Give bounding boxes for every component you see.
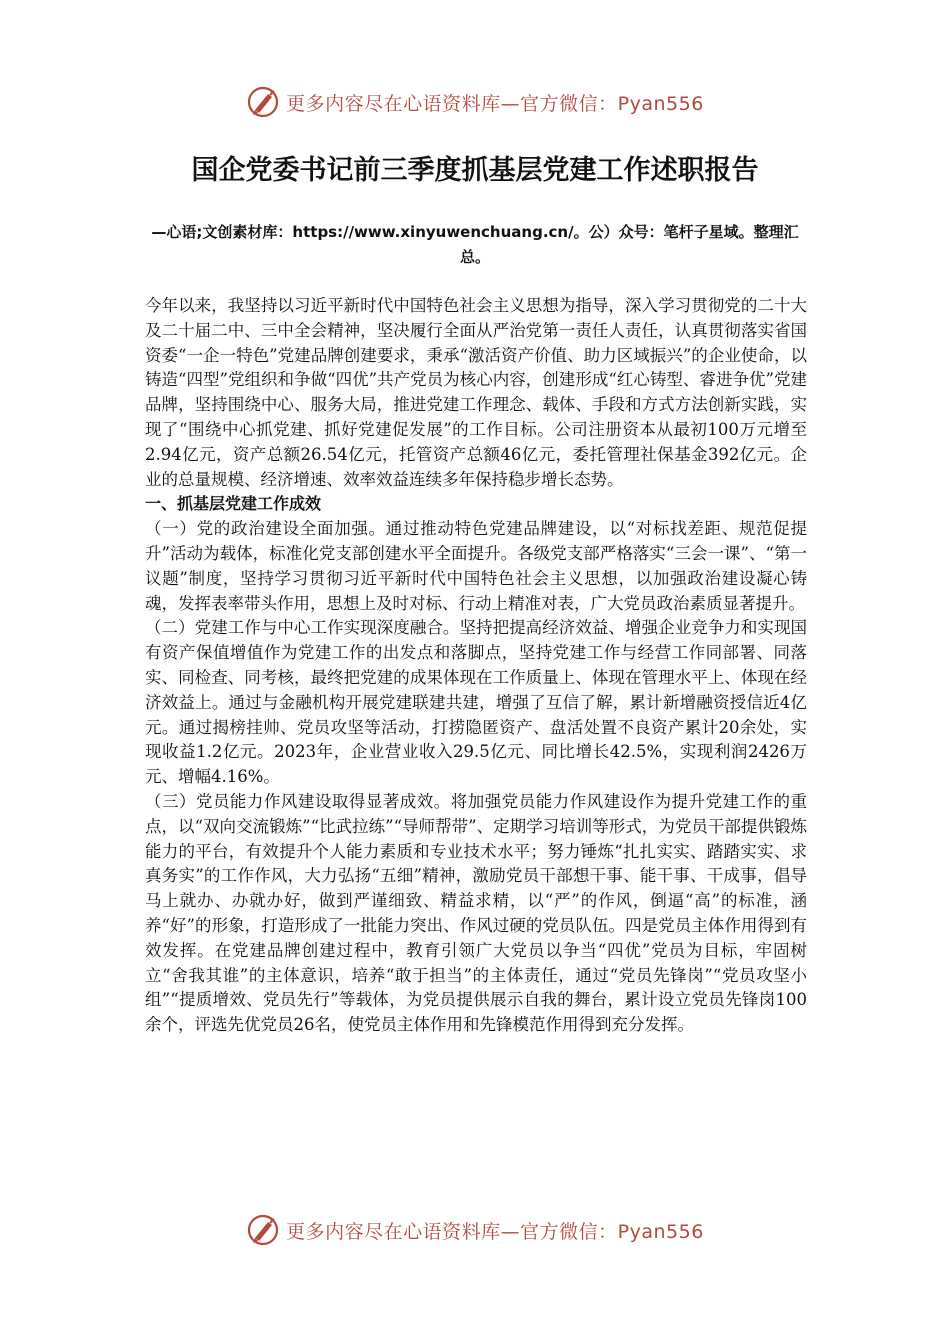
section-heading: 一、抓基层党建工作成效 — [145, 494, 322, 514]
paragraph-integration: （二）党建工作与中心工作实现深度融合。坚持把提高经济效益、增强企业竞争力和实现国有资产保值增值作为党建工作的出发点和落脚点，坚持党建工作与经营工作同部署、同落实、同检查、同考核，最终把党建的成果体现在工作质量上、体现在管理水平上、体现在经济效益上。通过与金融机构开展党建联建共建，增强了互信了解，累计新增融资授信近4亿元。通过揭榜挂帅、党员攻坚等活动，打捞隐匿资产、盘活处置不良资产累计20余处，实现收益1.2亿元。2023年，企业营业收入29.5亿元、同比增长42.5%，实现利润2426万元、增幅4.16%。 — [145, 618, 807, 787]
intro-paragraph: 今年以来，我坚持以习近平新时代中国特色社会主义思想为指导，深入学习贯彻党的二十大及二十届二中、三中全会精神，坚决履行全面从严治党第一责任人责任，认真贯彻落实省国资委“一企一特色”党建品牌创建要求，秉承“激活资产价值、助力区域振兴”的企业使命，以铸造“四型”党组织和争做“四优”共产党员为核心内容，创建形成“红心铸型、睿进争优”党建品牌，坚持围绕中心、服务大局，推进党建工作理念、载体、手段和方式方法创新实践，实现了“围绕中心抓党建、抓好党建促发展”的工作目标。公司注册资本从最初100万元增至2.94亿元，资产总额26.54亿元，托管资产总额46亿元，委托管理社保基金392亿元。企业的总量规模、经济增速、效率效益连续多年保持稳步增长态势。 — [145, 296, 807, 489]
paragraph-political-building: （一）党的政治建设全面加强。通过推动特色党建品牌建设，以“对标找差距、规范促提升”活动为载体，标准化党支部创建水平全面提升。各级党支部严格落实“三会一课”、“第一议题”制度，坚持学习贯彻习近平新时代中国特色社会主义思想，以加强政治建设凝心铸魂，发挥表率带头作用，思想上及时对标、行动上精准对表，广大党员政治素质显著提升。 — [145, 519, 807, 613]
pen-nib-icon — [246, 1213, 280, 1247]
document-body — [145, 294, 807, 1038]
document-title: 国企党委书记前三季度抓基层党建工作述职报告 — [191, 155, 759, 186]
paragraph-capability-style: （三）党员能力作风建设取得显著成效。将加强党员能力作风建设作为提升党建工作的重点，以“双向交流锻炼”“比武拉练”“导师帮带”、定期学习培训等形式，为党员干部提供锻炼能力的平台，有效提升个人能力素质和专业技术水平；努力锤炼“扎扎实实、踏踏实实、求真务实”的工作作风，大力弘扬“五细”精神，激励党员干部想干事、能干事、干成事，倡导马上就办、办就办好，做到严谨细致、精益求精，以“严”的作风，倒逼“高”的标准，涵养“好”的形象，打造形成了一批能力突出、作风过硬的党员队伍。四是党员主体作用得到有效发挥。在党建品牌创建过程中，教育引领广大党员以争当“四优”党员为目标，牢固树立“舍我其谁”的主体意识，培养“敢于担当”的主体责任，通过“党员先锋岗”“党员攻坚小组”“提质增效、党员先行”等载体，为党员提供展示自我的舞台，累计设立党员先锋岗100余个，评选先优党员26名，使党员主体作用和先锋模范作用得到充分发挥。 — [145, 791, 807, 1035]
pen-nib-icon — [246, 85, 280, 119]
source-note: —心语;文创素材库：https://www.xinyuwenchuang.cn/。公）众号：笔杆子星域。整理汇总。 — [151, 223, 799, 266]
watermark-banner-top — [0, 80, 950, 124]
watermark-text: 更多内容尽在心语资料库—官方微信：Pyan556 — [286, 1220, 704, 1243]
watermark-text: 更多内容尽在心语资料库—官方微信：Pyan556 — [286, 92, 704, 115]
watermark-banner-bottom — [0, 1208, 950, 1252]
